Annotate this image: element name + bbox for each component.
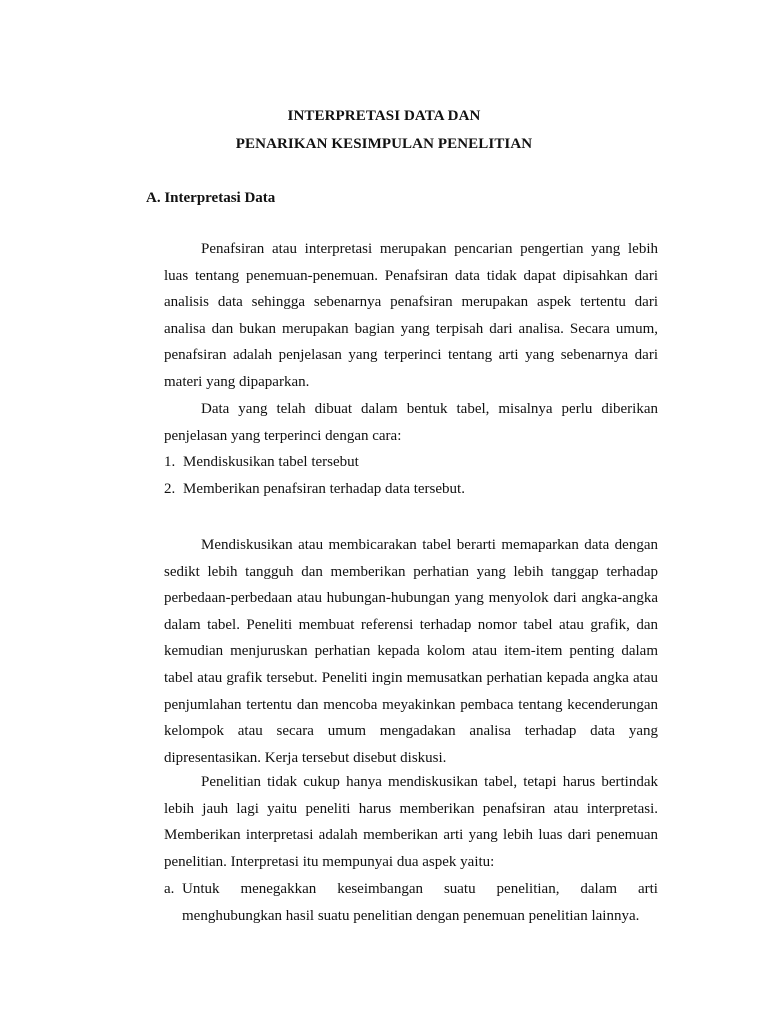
alpha-item-line-1 [182, 876, 658, 903]
paragraph-2: Data yang telah dibuat dalam bentuk tabel, misalnya perlu diberikan penjelasan yang terperinci dengan cara: [164, 401, 658, 444]
title-line-1: INTERPRETASI DATA DAN [287, 108, 481, 124]
word: penelitian, [496, 881, 560, 897]
numbered-item-1 [164, 449, 359, 476]
word: Untuk [182, 881, 220, 897]
paragraph-4: Penelitian tidak cukup hanya mendiskusikan tabel, tetapi harus bertindak lebih jauh lagi yaitu peneliti harus memberikan penafsiran atau interpretasi. Memberikan interpretasi adalah memberikan arti yang lebih luas dari penemuan penelitian. Interpretasi itu mempunyai dua aspek yaitu: [164, 774, 658, 870]
title-line-2: PENARIKAN KESIMPULAN PENELITIAN [235, 136, 533, 152]
alpha-item-line-2: menghubungkan hasil suatu penelitian dengan penemuan penelitian lainnya. [182, 907, 640, 924]
word: suatu [443, 881, 476, 897]
list-text: Memberikan penafsiran terhadap data tersebut. [183, 481, 465, 497]
list-text: Mendiskusikan tabel tersebut [183, 454, 359, 470]
word: dalam [580, 881, 618, 897]
paragraph-3: Mendiskusikan atau membicarakan tabel berarti memaparkan data dengan sedikt lebih tangguh dan memberikan perhatian yang lebih tanggap terhadap perbedaan-perbedaan atau hubungan-hubungan yang menyolok dari angka-angka dalam tabel. Peneliti membuat referensi terhadap nomor tabel atau grafik, dan kemudian menjuruskan perhatian kepada kolom atau item-item penting dalam tabel atau grafik tersebut. Peneliti ingin memusatkan perhatian kepada angka atau penjumlahan tertentu dan mencoba meyakinkan pembaca tentang kecenderungan kelompok atau secara umum mengadakan analisa terhadap data yang dipresentasikan. Kerja tersebut disebut diskusi. [164, 537, 658, 766]
section-heading: A. Interpretasi Data [146, 190, 276, 206]
alpha-item-body [182, 876, 658, 929]
word: arti [637, 881, 658, 897]
alpha-item-a [164, 876, 658, 929]
word: keseimbangan [337, 881, 423, 897]
list-number: 1. [164, 454, 176, 470]
word: menegakkan [240, 881, 317, 897]
paragraph-1: Penafsiran atau interpretasi merupakan pencarian pengertian yang lebih luas tentang penemuan-penemuan. Penafsiran data tidak dapat dipisahkan dari analisis data sehingga sebenarnya penafsiran merupakan aspek tertentu dari analisa dan bukan merupakan bagian yang terpisah dari analisa. Secara umum, penafsiran adalah penjelasan yang terperinci tentang arti yang sebenarnya dari materi yang dipaparkan. [164, 241, 658, 390]
list-number: 2. [164, 481, 176, 497]
alpha-label: a. [164, 881, 175, 897]
numbered-item-2 [164, 476, 465, 503]
